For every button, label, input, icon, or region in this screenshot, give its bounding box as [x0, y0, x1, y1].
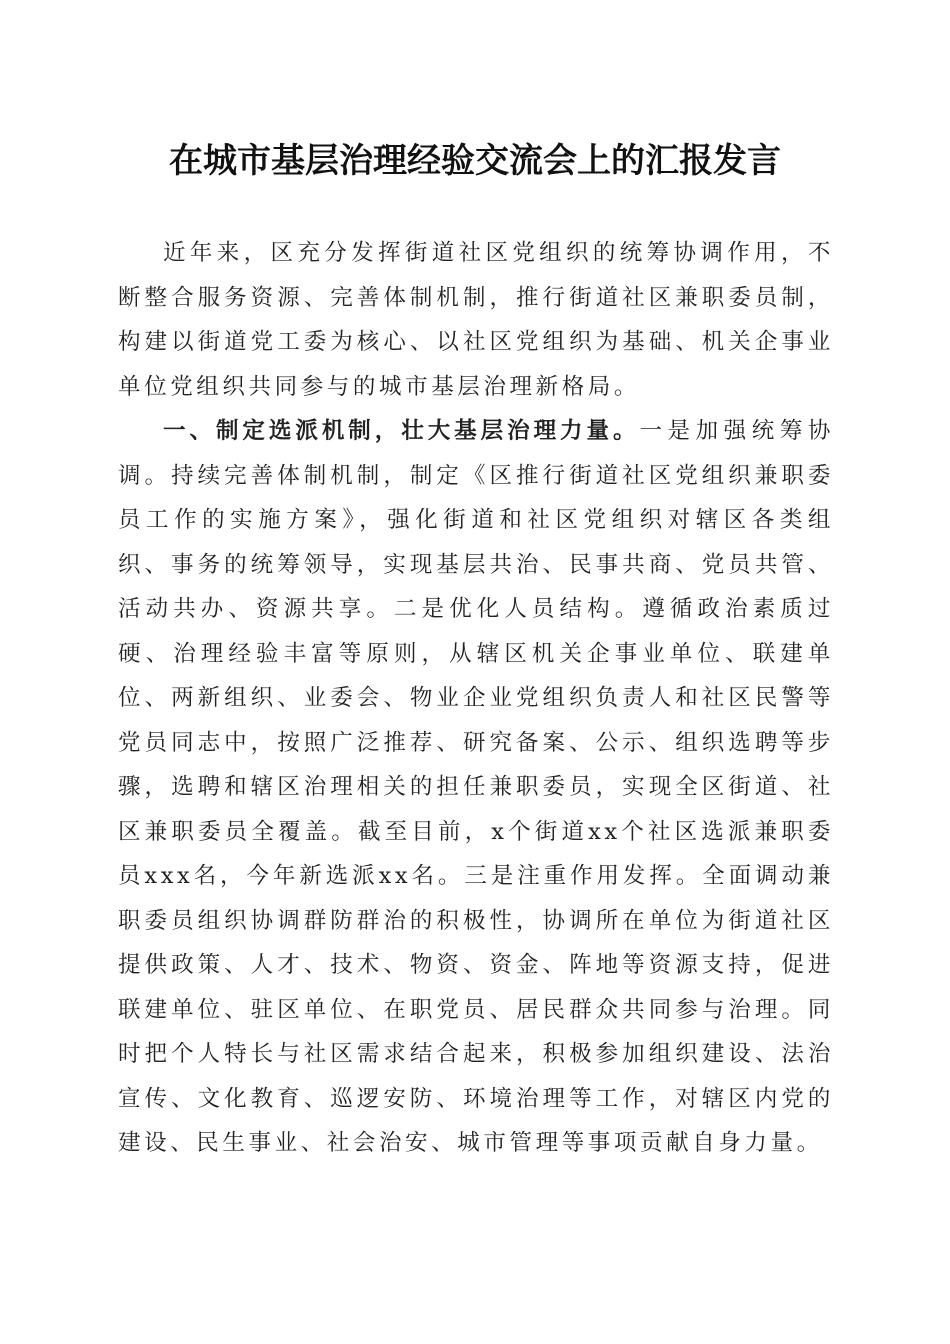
section-1-body: 一是加强统筹协调。持续完善体制机制，制定《区推行街道社区党组织兼职委员工作的实施方案》，强化街道和社区党组织对辖区各类组织、事务的统筹领导，实现基层共治、民事共商、党员共管、活动共办、资源共享。二是优化人员结构。遵循政治素质过硬、治理经验丰富等原则，从辖区机关企事业单位、联建单位、两新组织、业委会、物业企业党组织负责人和社区民警等党员同志中，按照广泛推荐、研究备案、公示、组织选聘等步骤，选聘和辖区治理相关的担任兼职委员，实现全区街道、社区兼职委员全覆盖。截至目前，x个街道xx个社区选派兼职委员xxx名，今年新选派xx名。三是注重作用发挥。全面调动兼职委员组织协调群防群治的积极性，协调所在单位为街道社区提供政策、人才、技术、物资、资金、阵地等资源支持，促进联建单位、驻区单位、在职党员、居民群众共同参与治理。同时把个人特长与社区需求结合起来，积极参加组织建设、法治宣传、文化教育、巡逻安防、环境治理等工作，对辖区内党的建设、民生事业、社会治安、城市管理等事项贡献自身力量。 [118, 418, 834, 1156]
section-1-paragraph [118, 409, 834, 1166]
intro-paragraph: 近年来，区充分发挥街道社区党组织的统筹协调作用，不断整合服务资源、完善体制机制，推行街道社区兼职委员制，构建以街道党工委为核心、以社区党组织为基础、机关企事业单位党组织共同参与的城市基层治理新格局。 [118, 240, 834, 400]
document-body [118, 231, 834, 1166]
document-title: 在城市基层治理经验交流会上的汇报发言 [169, 141, 781, 181]
section-1-heading: 一、制定选派机制，壮大基层治理力量。 [163, 418, 640, 444]
